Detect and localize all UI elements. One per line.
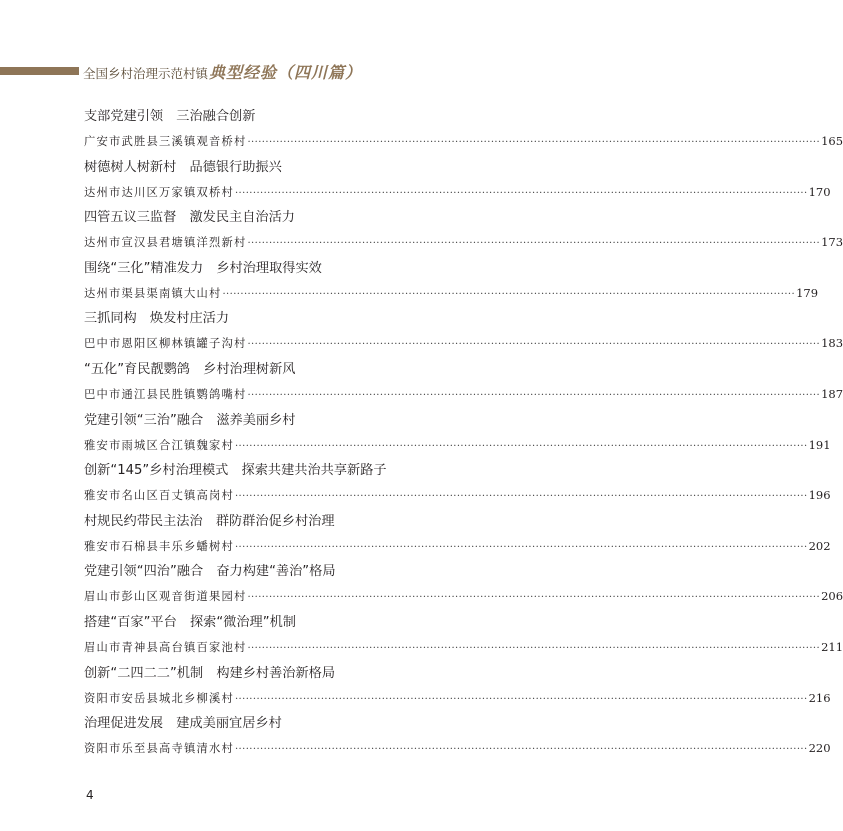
dot-leader: ································································································································································ bbox=[247, 339, 821, 351]
toc-entry-location-line bbox=[84, 180, 831, 206]
dot-leader: ································································································································································ bbox=[234, 541, 808, 553]
toc-entry-location-line bbox=[84, 433, 831, 459]
toc-entry-title: 树德树人树新村 品德银行助振兴 bbox=[84, 159, 282, 175]
toc-entry-location: 巴中市恩阳区柳林镇罐子沟村 bbox=[84, 337, 247, 351]
toc-entry-location: 广安市武胜县三溪镇观音桥村 bbox=[84, 135, 247, 148]
toc-entry-location-line bbox=[84, 534, 831, 560]
dot-leader: ································································································································································ bbox=[234, 693, 808, 705]
toc-entry bbox=[84, 408, 831, 459]
header-accent-bar bbox=[0, 67, 79, 75]
toc-entry-title: 党建引领“四治”融合 奋力构建“善治”格局 bbox=[84, 564, 336, 580]
page-number: 4 bbox=[86, 788, 94, 802]
toc-entry bbox=[84, 155, 831, 206]
toc-entry-page-number: 206 bbox=[821, 589, 843, 604]
toc-entry-location: 资阳市安岳县城北乡柳溪村 bbox=[84, 691, 234, 705]
toc-entry-location: 雅安市名山区百丈镇高岗村 bbox=[84, 489, 234, 503]
toc-entry-location-line bbox=[84, 686, 831, 712]
toc-entry-location: 眉山市青神县高台镇百家池村 bbox=[84, 640, 247, 654]
toc-entry bbox=[84, 205, 843, 256]
toc-entry-title: 支部党建引领 三治融合创新 bbox=[84, 109, 256, 124]
toc-entry bbox=[84, 458, 831, 509]
running-header bbox=[83, 60, 362, 83]
toc-entry-page-number: 183 bbox=[821, 336, 843, 351]
toc-entry-location-line bbox=[84, 584, 843, 610]
toc-entry-title: “五化”育民靓鹦鸽 乡村治理树新风 bbox=[84, 361, 296, 377]
dot-leader: ································································································································································ bbox=[247, 389, 821, 401]
toc-entry-location: 雅安市石棉县丰乐乡蟠树村 bbox=[84, 539, 234, 553]
toc-entry-location: 达州市达川区万家镇双桥村 bbox=[84, 185, 234, 199]
toc-entry bbox=[84, 661, 831, 712]
toc-entry-title: 四管五议三监督 激发民主自治活力 bbox=[84, 210, 295, 226]
toc-entry-location-line bbox=[84, 483, 831, 509]
toc-entry-page-number: 211 bbox=[821, 639, 843, 654]
toc-entry bbox=[84, 104, 843, 155]
toc-entry-title: 村规民约带民主法治 群防群治促乡村治理 bbox=[84, 513, 335, 529]
dot-leader: ································································································································································ bbox=[247, 137, 821, 148]
toc-entry-title: 三抓同构 焕发村庄活力 bbox=[84, 311, 230, 327]
table-of-contents bbox=[84, 104, 843, 762]
dot-leader: ································································································································································ bbox=[222, 288, 796, 300]
toc-entry bbox=[84, 509, 831, 560]
toc-entry-location-line bbox=[84, 331, 843, 357]
toc-entry bbox=[84, 559, 843, 610]
toc-entry bbox=[84, 256, 819, 307]
toc-entry-title: 治理促进发展 建成美丽宜居乡村 bbox=[84, 716, 282, 732]
toc-entry bbox=[84, 306, 843, 357]
toc-entry-location: 达州市渠县渠南镇大山村 bbox=[84, 286, 222, 300]
toc-entry bbox=[84, 610, 843, 661]
toc-entry-location: 眉山市彭山区观音街道果园村 bbox=[84, 590, 247, 604]
toc-entry-location-line bbox=[84, 736, 831, 762]
toc-entry-location: 资阳市乐至县高寺镇清水村 bbox=[84, 742, 234, 756]
toc-entry-title: 搭建“百家”平台 探索“微治理”机制 bbox=[84, 614, 296, 630]
header-title-calligraphy: 典型经验（四川篇） bbox=[209, 63, 363, 82]
dot-leader: ································································································································································ bbox=[234, 744, 808, 756]
toc-entry-location-line bbox=[84, 230, 843, 256]
toc-entry-page-number: 165 bbox=[821, 134, 843, 148]
toc-entry-title: 创新“二四二二”机制 构建乡村善治新格局 bbox=[84, 665, 336, 681]
toc-entry-title: 创新“145”乡村治理模式 探索共建共治共享新路子 bbox=[84, 463, 387, 479]
dot-leader: ································································································································································ bbox=[247, 238, 821, 250]
toc-entry-title: 党建引领“三治”融合 滋养美丽乡村 bbox=[84, 412, 296, 428]
toc-entry bbox=[84, 357, 843, 408]
toc-entry-page-number: 179 bbox=[796, 285, 819, 300]
toc-entry-location-line bbox=[84, 635, 843, 661]
toc-entry-page-number: 220 bbox=[808, 741, 831, 756]
dot-leader: ································································································································································ bbox=[247, 642, 821, 654]
toc-entry-page-number: 216 bbox=[808, 690, 831, 705]
toc-entry-location-line bbox=[84, 281, 819, 307]
toc-entry bbox=[84, 711, 831, 762]
toc-entry-page-number: 196 bbox=[808, 488, 831, 503]
toc-entry-page-number: 187 bbox=[821, 386, 843, 401]
toc-entry-page-number: 173 bbox=[821, 235, 843, 250]
toc-entry-title: 围绕“三化”精准发力 乡村治理取得实效 bbox=[84, 260, 322, 276]
toc-entry-page-number: 191 bbox=[808, 437, 831, 452]
toc-entry-location: 雅安市雨城区合江镇魏家村 bbox=[84, 438, 234, 452]
dot-leader: ································································································································································ bbox=[234, 187, 808, 199]
header-title-main: 全国乡村治理示范村镇 bbox=[83, 66, 209, 81]
toc-entry-location-line bbox=[84, 382, 843, 408]
dot-leader: ································································································································································ bbox=[234, 440, 808, 452]
toc-entry-page-number: 202 bbox=[808, 538, 831, 553]
toc-entry-location: 巴中市通江县民胜镇鹦鸽嘴村 bbox=[84, 387, 247, 401]
dot-leader: ································································································································································ bbox=[247, 592, 821, 604]
dot-leader: ································································································································································ bbox=[234, 491, 808, 503]
toc-entry-location-line bbox=[84, 129, 843, 155]
toc-entry-page-number: 170 bbox=[808, 184, 831, 199]
toc-entry-location: 达州市宣汉县君塘镇洋烈新村 bbox=[84, 236, 247, 250]
